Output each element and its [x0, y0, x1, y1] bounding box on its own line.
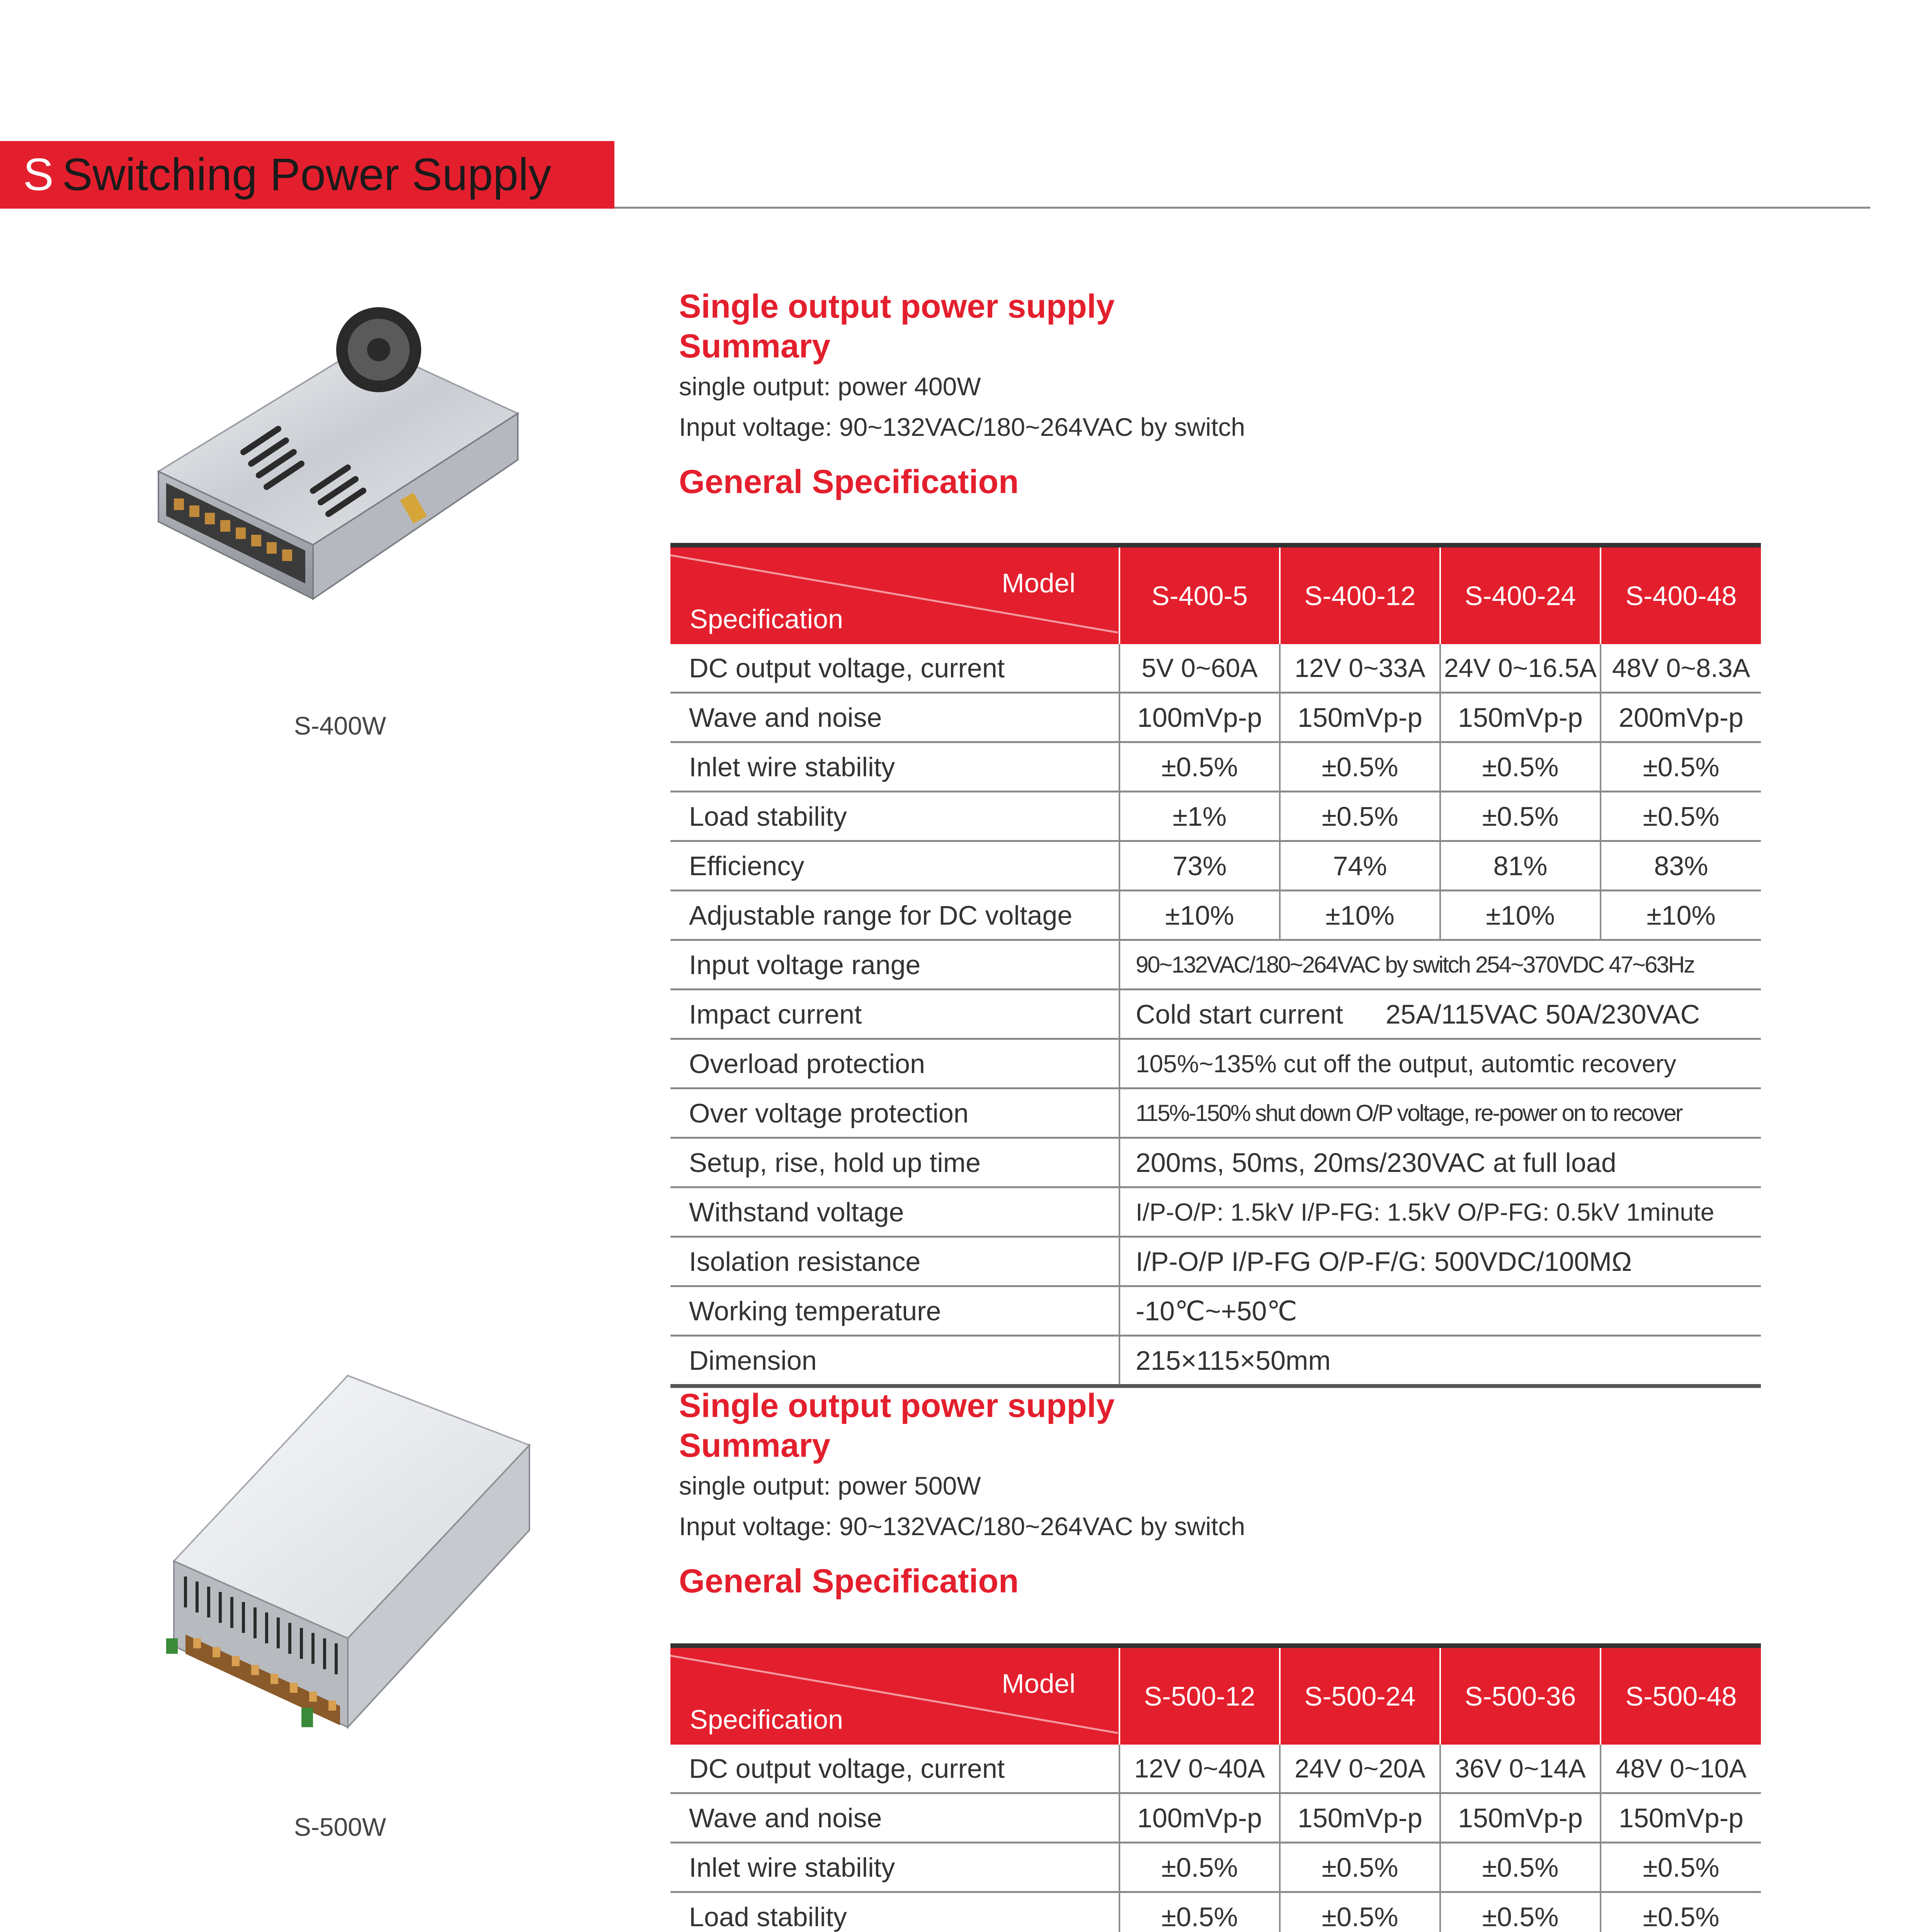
table-cell: 48V 0~8.3A — [1601, 644, 1761, 693]
table-cell: 90~132VAC/180~264VAC by switch 254~370VDC 47~63Hz — [1119, 940, 1761, 990]
row-label: Isolation resistance — [670, 1237, 1119, 1286]
table-cell: ±10% — [1601, 891, 1761, 940]
table-cell: -10℃~+50℃ — [1119, 1286, 1761, 1336]
table-cell: ±0.5% — [1601, 792, 1761, 841]
header-letter: S — [23, 149, 54, 200]
table-row — [670, 742, 1761, 792]
general-spec-heading: General Specification — [679, 463, 1019, 500]
summary-line: Input voltage: 90~132VAC/180~264VAC by switch — [679, 413, 1245, 441]
row-label: Inlet wire stability — [670, 1843, 1119, 1892]
product-label-s500w: S-500W — [294, 1813, 386, 1841]
row-label: Setup, rise, hold up time — [670, 1138, 1119, 1187]
table-cell: 73% — [1119, 841, 1280, 891]
row-label: Withstand voltage — [670, 1187, 1119, 1237]
row-label: Load stability — [670, 792, 1119, 841]
model-header: S-500-12 — [1119, 1646, 1280, 1745]
header-model-label: Model — [1002, 1668, 1075, 1699]
impact-label: Cold start current — [1136, 999, 1343, 1029]
table-cell: 215×115×50mm — [1119, 1336, 1761, 1386]
row-label: Wave and noise — [670, 693, 1119, 742]
summary-heading: Summary — [679, 328, 830, 365]
product-image-s500w — [162, 1368, 545, 1747]
product-label-s400w: S-400W — [294, 711, 386, 740]
table-cell: ±0.5% — [1119, 742, 1280, 792]
page-title — [23, 141, 551, 209]
model-header: S-500-48 — [1601, 1646, 1761, 1745]
model-header: S-400-5 — [1119, 545, 1280, 644]
table-row — [670, 1237, 1761, 1286]
row-label: Adjustable range for DC voltage — [670, 891, 1119, 940]
row-label: Dimension — [670, 1336, 1119, 1386]
table-row — [670, 1039, 1761, 1088]
table-cell: 5V 0~60A — [1119, 644, 1280, 693]
table-cell: ±0.5% — [1119, 1892, 1280, 1932]
model-header: S-400-48 — [1601, 545, 1761, 644]
model-header: S-400-24 — [1440, 545, 1601, 644]
table-cell: 36V 0~14A — [1440, 1745, 1601, 1793]
row-label: Input voltage range — [670, 940, 1119, 990]
header-spec-label: Specification — [690, 1704, 843, 1735]
table-cell: 100mVp-p — [1119, 693, 1280, 742]
table-cell: ±0.5% — [1601, 1892, 1761, 1932]
table-cell: ±0.5% — [1601, 742, 1761, 792]
table-cell: 100mVp-p — [1119, 1793, 1280, 1843]
table-row — [670, 693, 1761, 742]
table-cell: 74% — [1280, 841, 1440, 891]
row-label: Over voltage protection — [670, 1088, 1119, 1138]
table-row — [670, 891, 1761, 940]
table-header-row — [670, 545, 1761, 644]
table-cell: 150mVp-p — [1280, 693, 1440, 742]
general-spec-heading: General Specification — [679, 1563, 1019, 1600]
table-cell: 200mVp-p — [1601, 693, 1761, 742]
table-cell: 200ms, 50ms, 20ms/230VAC at full load — [1119, 1138, 1761, 1187]
table-row — [670, 1745, 1761, 1793]
table-row — [670, 1088, 1761, 1138]
table-cell — [1119, 990, 1761, 1039]
table-cell: ±10% — [1119, 891, 1280, 940]
section-heading: Single output power supply — [679, 288, 1115, 325]
table-cell: ±1% — [1119, 792, 1280, 841]
table-row — [670, 644, 1761, 693]
table-row — [670, 1892, 1761, 1932]
table-cell: 81% — [1440, 841, 1601, 891]
header-spec-label: Specification — [690, 604, 843, 634]
table-cell: 83% — [1601, 841, 1761, 891]
table-cell: ±0.5% — [1280, 1892, 1440, 1932]
header-divider — [614, 207, 1870, 209]
table-cell: ±0.5% — [1280, 742, 1440, 792]
table-cell: ±0.5% — [1440, 1843, 1601, 1892]
table-cell: ±0.5% — [1601, 1843, 1761, 1892]
section-heading: Single output power supply — [679, 1387, 1115, 1424]
row-label: DC output voltage, current — [670, 644, 1119, 693]
table-cell: 150mVp-p — [1280, 1793, 1440, 1843]
table-cell: 150mVp-p — [1440, 693, 1601, 742]
table-row — [670, 940, 1761, 990]
table-cell: ±0.5% — [1280, 1843, 1440, 1892]
model-header: S-500-36 — [1440, 1646, 1601, 1745]
table-cell: 24V 0~20A — [1280, 1745, 1440, 1793]
header-model-spec-cell — [670, 1646, 1119, 1745]
spec-table-s400 — [670, 543, 1761, 1388]
table-cell: ±0.5% — [1440, 742, 1601, 792]
table-cell: 12V 0~40A — [1119, 1745, 1280, 1793]
table-row — [670, 1187, 1761, 1237]
table-row — [670, 841, 1761, 891]
summary-heading: Summary — [679, 1427, 830, 1464]
product-section-s500 — [679, 1386, 1761, 1601]
table-cell: ±0.5% — [1440, 1892, 1601, 1932]
impact-value: 25A/115VAC 50A/230VAC — [1385, 999, 1700, 1029]
row-label: Inlet wire stability — [670, 742, 1119, 792]
table-row — [670, 1138, 1761, 1187]
table-cell: ±10% — [1280, 891, 1440, 940]
header-model-spec-cell — [670, 545, 1119, 644]
spec-table-s500 — [670, 1643, 1761, 1932]
table-row — [670, 1336, 1761, 1386]
table-cell: 150mVp-p — [1601, 1793, 1761, 1843]
summary-line: single output: power 500W — [679, 1471, 981, 1500]
model-header: S-500-24 — [1280, 1646, 1440, 1745]
table-cell: ±0.5% — [1119, 1843, 1280, 1892]
table-row — [670, 792, 1761, 841]
table-cell: 105%~135% cut off the output, automtic recovery — [1119, 1039, 1761, 1088]
table-cell: ±0.5% — [1280, 792, 1440, 841]
product-image-s400w — [151, 267, 529, 607]
page-header-bar — [0, 141, 614, 209]
table-cell: I/P-O/P I/P-FG O/P-F/G: 500VDC/100MΩ — [1119, 1237, 1761, 1286]
table-row — [670, 1793, 1761, 1843]
table-row — [670, 1843, 1761, 1892]
product-section-s400 — [679, 287, 1761, 502]
row-label: Impact current — [670, 990, 1119, 1039]
table-cell: 115%-150% shut down O/P voltage, re-power on to recover — [1119, 1088, 1761, 1138]
row-label: Working temperature — [670, 1286, 1119, 1336]
table-cell: I/P-O/P: 1.5kV I/P-FG: 1.5kV O/P-FG: 0.5kV 1minute — [1119, 1187, 1761, 1237]
model-header: S-400-12 — [1280, 545, 1440, 644]
table-cell: 24V 0~16.5A — [1440, 644, 1601, 693]
row-label: Wave and noise — [670, 1793, 1119, 1843]
table-row — [670, 990, 1761, 1039]
table-cell: 48V 0~10A — [1601, 1745, 1761, 1793]
row-label: DC output voltage, current — [670, 1745, 1119, 1793]
summary-line: single output: power 400W — [679, 372, 981, 401]
table-cell: ±10% — [1440, 891, 1601, 940]
row-label: Overload protection — [670, 1039, 1119, 1088]
row-label: Load stability — [670, 1892, 1119, 1932]
table-cell: ±0.5% — [1440, 792, 1601, 841]
table-cell: 150mVp-p — [1440, 1793, 1601, 1843]
table-cell: 12V 0~33A — [1280, 644, 1440, 693]
header-model-label: Model — [1002, 568, 1075, 598]
table-header-row — [670, 1646, 1761, 1745]
header-title: Switching Power Supply — [62, 149, 551, 200]
table-row — [670, 1286, 1761, 1336]
row-label: Efficiency — [670, 841, 1119, 891]
summary-line: Input voltage: 90~132VAC/180~264VAC by switch — [679, 1512, 1245, 1541]
